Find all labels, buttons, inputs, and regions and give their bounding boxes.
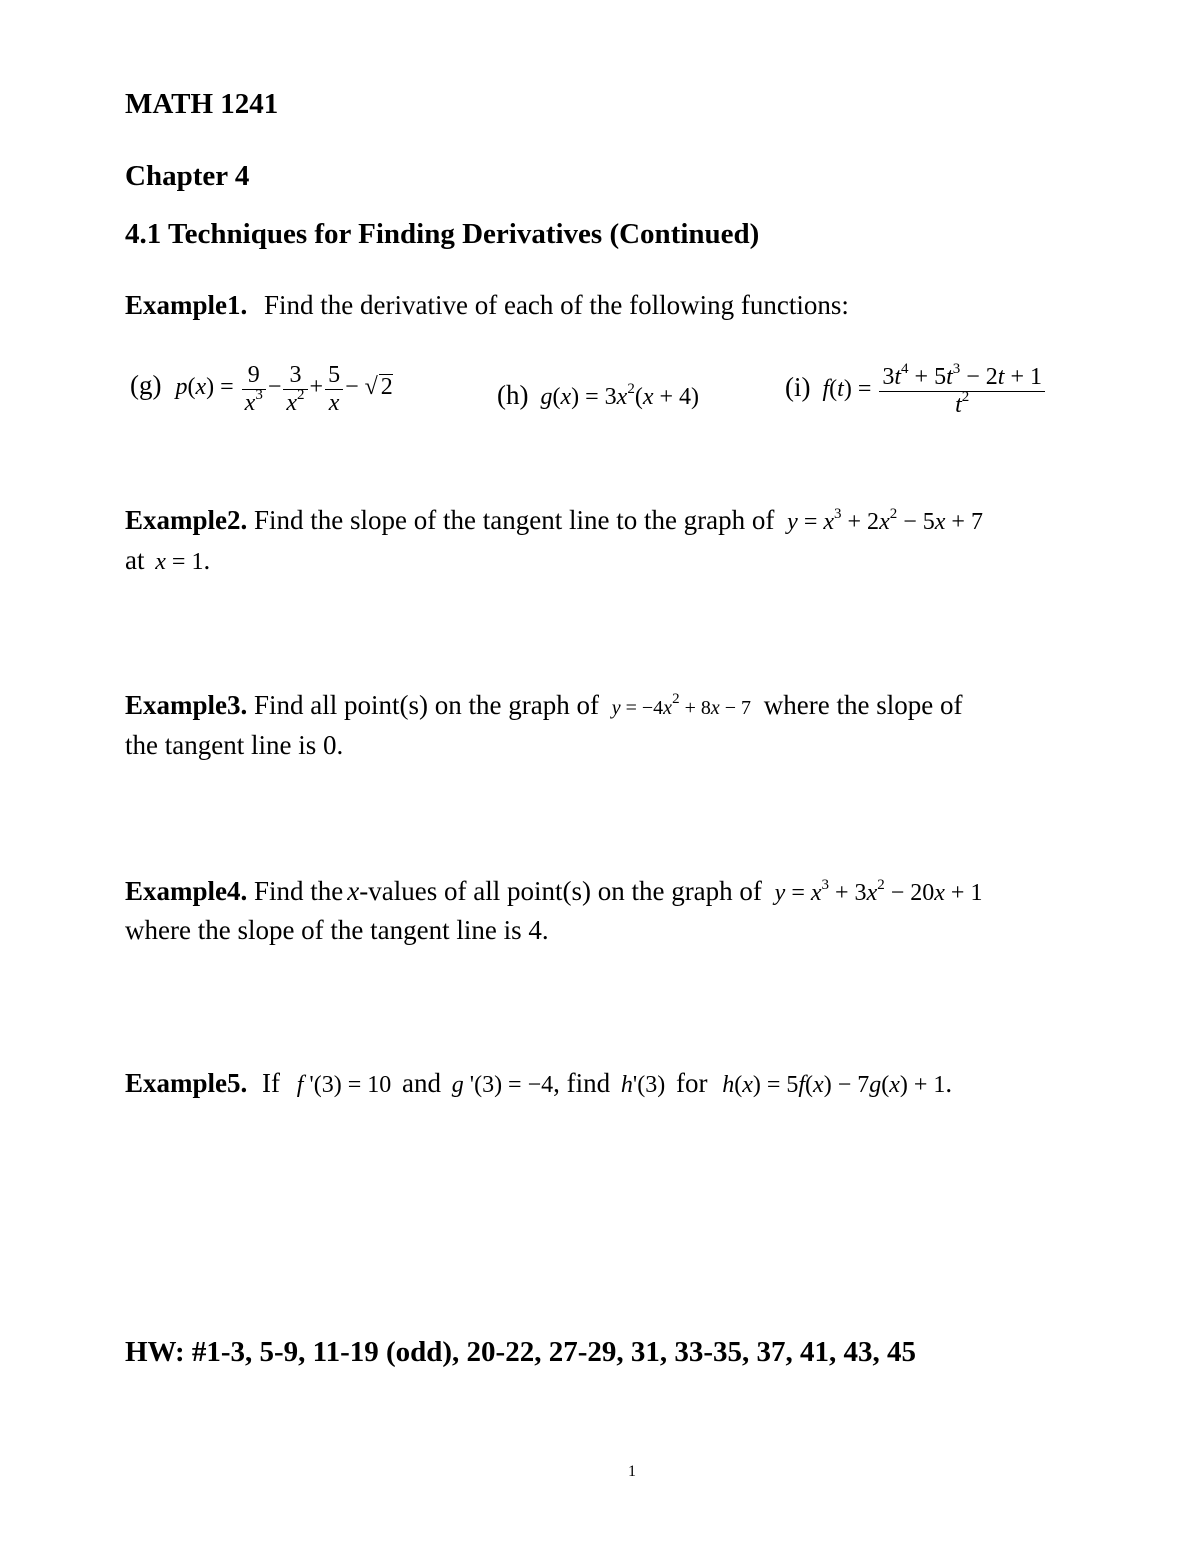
example2-line2 xyxy=(125,545,210,576)
example5-expr-f: f '(3) = 10 xyxy=(296,1072,392,1098)
example4-label: Example4. xyxy=(125,876,248,906)
example3-line1 xyxy=(125,690,962,721)
example5-find: , find xyxy=(553,1068,611,1098)
example5-for: for xyxy=(675,1068,708,1098)
example3-text-after: where the slope of xyxy=(763,690,963,720)
page-number: 1 xyxy=(628,1463,636,1480)
example4-line1 xyxy=(125,876,982,907)
example5-expr-h: h'(3) xyxy=(620,1072,666,1098)
part-h-expr: $g(x) = 3x^2(x + 4)$ xyxy=(540,381,700,410)
example1-line xyxy=(125,290,849,321)
example4-text-b: -values of all point(s) on the graph of xyxy=(359,876,762,906)
part-i-expr: f(t) = $\frac{3t^4 + 5t^3 - 2t + 1}{t^2}$ xyxy=(822,376,1047,402)
section-heading: 4.1 Techniques for Finding Derivatives (Continued) xyxy=(125,218,760,250)
example5-line xyxy=(125,1068,952,1099)
example5-expr-def: h(x) = 5f(x) − 7g(x) + 1 xyxy=(722,1072,946,1098)
example3-expr: $y = -4x^2 + 8x - 7$ xyxy=(611,691,752,719)
part-g-expr: p(x) = $\frac{9}{x^3}$ − $\frac{3}{x^2}$ + $\frac{5}{x}$ − √ 2 xyxy=(175,362,393,416)
example2-text: Find the slope of the tangent line to the graph of xyxy=(254,505,775,535)
part-i-label: (i) xyxy=(785,372,811,403)
example5-if: If xyxy=(262,1068,280,1098)
example1-text: Find the derivative of each of the following functions: xyxy=(264,290,849,320)
example1-label: Example1. xyxy=(125,290,248,320)
example2-period: . xyxy=(203,545,211,575)
example5-expr-g: g '(3) = −4 xyxy=(451,1072,554,1098)
example1-part-g xyxy=(130,362,393,415)
example5-period: . xyxy=(945,1068,953,1098)
example4-expr: $y = x^3 + 3x^2 - 20x + 1$ xyxy=(774,877,983,906)
homework-line: HW: #1-3, 5-9, 11-19 (odd), 20-22, 27-29, 31, 33-35, 37, 41, 43, 45 xyxy=(125,1336,917,1368)
example3-text: Find all point(s) on the graph of xyxy=(254,690,599,720)
example5-and: and xyxy=(402,1068,441,1098)
example2-expr: $y = x^3 + 2x^2 - 5x + 7$ xyxy=(787,506,983,535)
example2-label: Example2. xyxy=(125,505,248,535)
example2-at: at xyxy=(125,545,145,575)
example4-text-a: Find the xyxy=(254,876,344,906)
example4-var: x xyxy=(347,876,360,906)
example4-line2: where the slope of the tangent line is 4. xyxy=(125,915,549,945)
part-h-label: (h) xyxy=(497,380,529,410)
example2-line1 xyxy=(125,505,983,536)
course-title: MATH 1241 xyxy=(125,88,279,120)
example5-label: Example5. xyxy=(125,1068,248,1098)
example1-part-i xyxy=(785,361,1047,418)
example3-label: Example3. xyxy=(125,690,248,720)
part-g-label: (g) xyxy=(130,370,162,401)
example1-part-h xyxy=(497,380,699,411)
chapter-heading: Chapter 4 xyxy=(125,160,250,192)
example2-expr2: x = 1 xyxy=(155,549,204,575)
example3-line2: the tangent line is 0. xyxy=(125,730,344,760)
